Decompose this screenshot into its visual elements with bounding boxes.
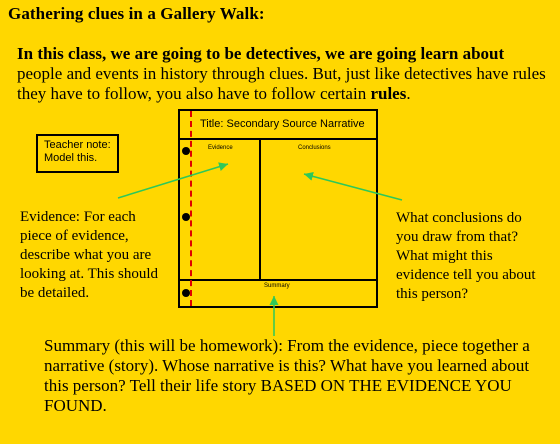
summary-callout: Summary (this will be homework): From the evidence, piece together a narrative (story). Whose narrative is this? What have you learned about this person? Tell their life story BASED ON THE EVIDENCE YOU FOUND. xyxy=(44,336,530,415)
worksheet-conclusions-label: Conclusions xyxy=(298,145,331,151)
worksheet-evidence-label: Evidence xyxy=(208,145,233,151)
intro-bold-text: In this class, we are going to be detectives, we are going learn about xyxy=(17,44,505,63)
intro-end: . xyxy=(406,84,411,103)
intro-text: people and events in history through clues. But, just like detectives have rules they have to follow, you also have to follow certain xyxy=(17,64,546,103)
teacher-note-line2: Model this. xyxy=(44,152,98,164)
teacher-note-line1: Teacher note: xyxy=(44,139,111,151)
worksheet-summary-label: Summary xyxy=(264,283,290,289)
evidence-callout: Evidence: For each piece of evidence, describe what you are looking at. This should be detailed. xyxy=(20,209,159,301)
intro-emphasis: rules xyxy=(370,84,407,103)
evidence-arrow-icon xyxy=(118,164,228,198)
page-title: Gathering clues in a Gallery Walk: xyxy=(8,4,265,23)
conclusions-arrow-icon xyxy=(304,174,402,200)
worksheet-title: Title: Secondary Source Narrative xyxy=(200,118,365,130)
conclusions-callout: What conclusions do you draw from that? What might this evidence tell you about this person? xyxy=(396,210,536,302)
